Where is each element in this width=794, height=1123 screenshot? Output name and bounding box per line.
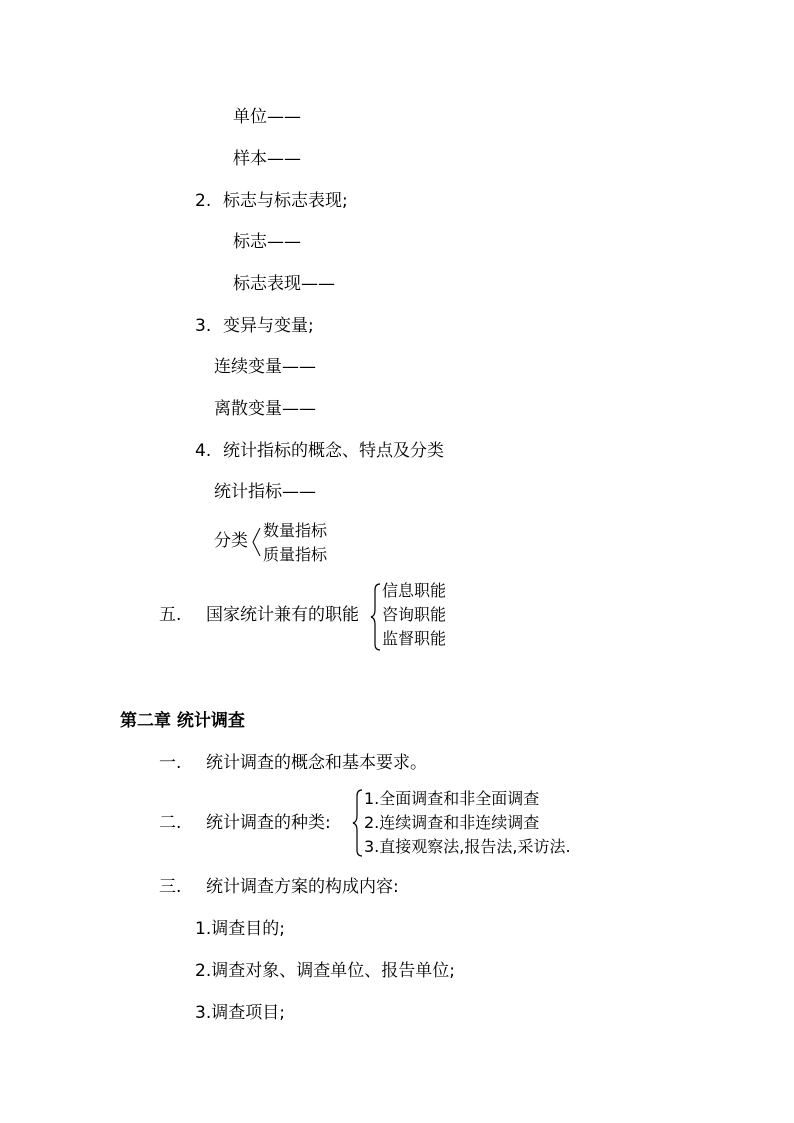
survey-type-item: 1.全面调查和非全面调查 [364, 789, 540, 808]
bracket-icon [250, 524, 262, 560]
section-heading: 国家统计兼有的职能 [206, 605, 359, 625]
classify-label: 分类 [214, 531, 248, 551]
item-number: 2. [195, 191, 212, 211]
item-heading: 统计指标的概念、特点及分类 [223, 441, 444, 461]
line-sample: 样本—— [233, 149, 301, 169]
plan-item: 1.调查目的; [195, 919, 285, 939]
item-heading: 变异与变量; [223, 316, 314, 336]
classify-item: 质量指标 [263, 545, 328, 564]
line-unit: 单位—— [233, 107, 301, 127]
line-continuous-variable: 连续变量—— [214, 357, 316, 377]
plan-item: 3.调查项目; [195, 1003, 285, 1023]
line-mark: 标志—— [233, 232, 301, 252]
item-number: 3. [195, 316, 212, 336]
section-number: 三. [159, 877, 182, 897]
brace-icon [352, 788, 364, 858]
line-discrete-variable: 离散变量—— [214, 399, 316, 419]
section-heading: 统计调查的概念和基本要求。 [206, 753, 427, 773]
section-number: 二. [159, 813, 182, 833]
function-item: 咨询职能 [382, 605, 447, 624]
item-number: 4. [195, 441, 212, 461]
classify-item: 数量指标 [263, 521, 328, 540]
section-number: 一. [159, 753, 182, 773]
section-heading: 统计调查的种类: [206, 813, 331, 833]
survey-type-item: 3.直接观察法,报告法,采访法. [364, 837, 571, 856]
item-heading: 标志与标志表现; [223, 191, 348, 211]
line-mark-expression: 标志表现—— [233, 274, 335, 294]
line-statistical-indicator: 统计指标—— [214, 482, 316, 502]
function-item: 监督职能 [382, 629, 447, 648]
section-heading: 统计调查方案的构成内容: [206, 877, 399, 897]
survey-type-item: 2.连续调查和非连续调查 [364, 813, 540, 832]
section-number: 五. [159, 605, 182, 625]
function-item: 信息职能 [382, 581, 447, 600]
brace-icon [370, 582, 382, 652]
chapter-title: 第二章 统计调查 [120, 711, 245, 731]
plan-item: 2.调查对象、调查单位、报告单位; [195, 961, 455, 981]
